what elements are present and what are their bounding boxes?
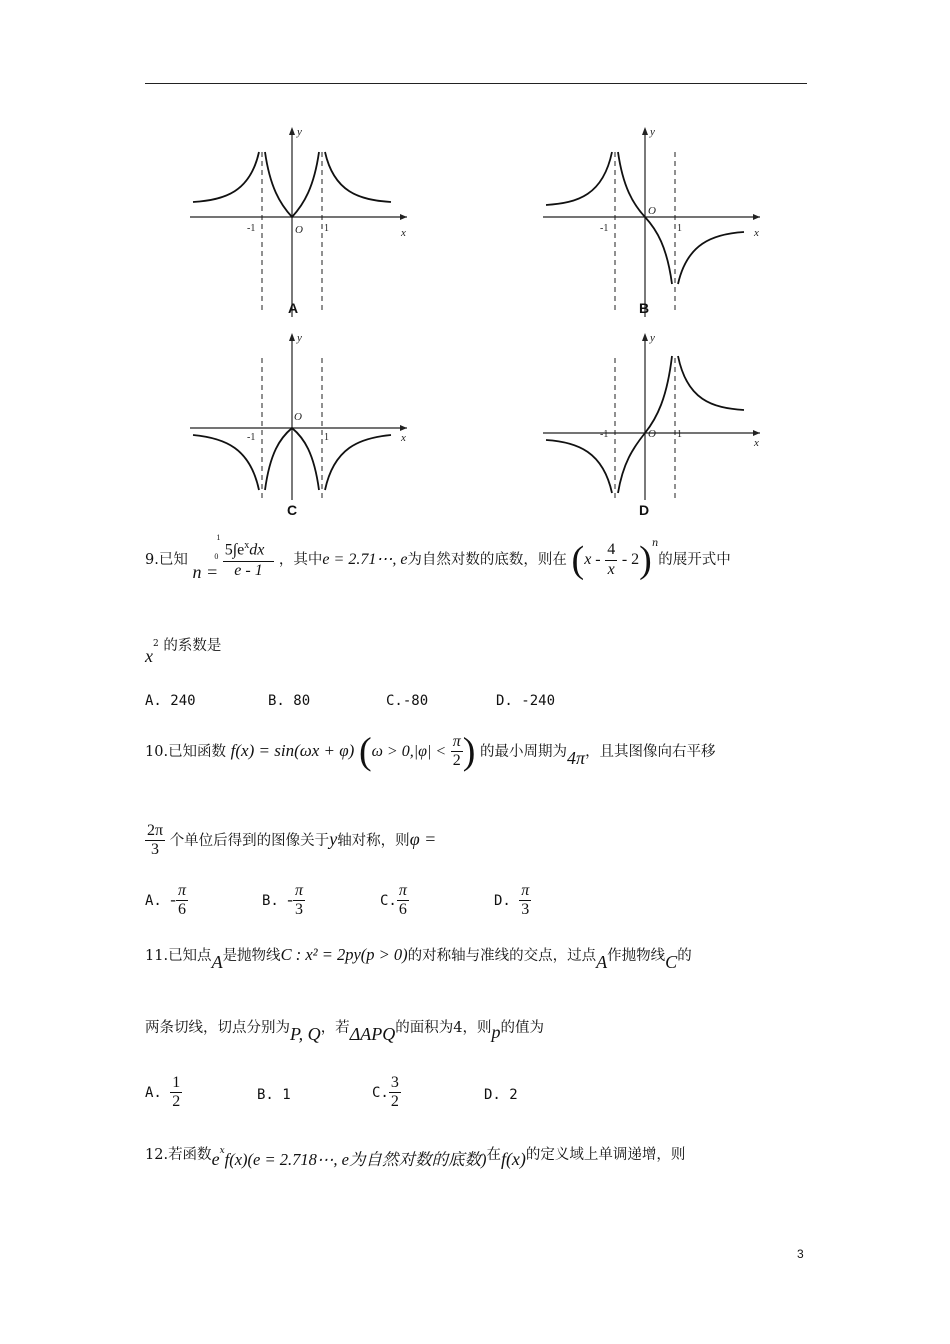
q9-integral-sup: x xyxy=(244,540,250,551)
q11-line1 xyxy=(145,944,692,972)
q10-option-c xyxy=(380,882,409,920)
q11-option-d-letter: D. xyxy=(484,1087,501,1103)
q10-cond-fraction xyxy=(451,733,463,771)
q9-integral-numerator xyxy=(214,533,275,562)
q10-option-d-fraction xyxy=(519,882,531,920)
q10-shift-den: 3 xyxy=(151,841,160,859)
q10-option-a-fraction xyxy=(176,882,188,920)
q9-integral-body: 5∫e xyxy=(224,541,245,559)
graph-b xyxy=(538,122,768,322)
q9-binom-x: x - xyxy=(584,551,601,569)
axis-y-label: y xyxy=(650,332,655,344)
q11-curve-c: C xyxy=(665,952,678,972)
q11-option-d xyxy=(484,1087,518,1103)
q10-line2-y: y xyxy=(329,828,338,849)
graph-a xyxy=(185,122,415,322)
q10-right-paren: ) xyxy=(462,730,476,773)
q10-option-a-num: π xyxy=(176,882,188,901)
q11-number: 11. xyxy=(145,948,169,964)
q11-pq: P, Q xyxy=(290,1024,321,1044)
q10-line2-phi: φ = xyxy=(409,828,437,849)
q9-line2 xyxy=(145,634,222,666)
q12-expr-sup: x xyxy=(219,1146,225,1157)
q10-cond: ω > 0,|φ| < xyxy=(371,742,447,760)
q10-option-b-fraction xyxy=(293,882,305,920)
page-number: 3 xyxy=(797,1247,804,1261)
q9-line1 xyxy=(145,533,731,583)
graph-b-caption: B xyxy=(639,300,650,316)
q11-point-a2: A xyxy=(596,952,608,972)
tick-neg-label: -1 xyxy=(600,429,609,440)
q10-line2-a: 个单位后得到的图像关于 xyxy=(169,832,330,849)
q9-lead: 已知 xyxy=(158,552,188,569)
q10-option-c-den: 6 xyxy=(398,901,407,919)
q9-line2-text: 的系数是 xyxy=(163,638,222,654)
q11-option-d-text: 2 xyxy=(509,1087,518,1103)
q10-option-b-den: 3 xyxy=(294,901,303,919)
q9-binom-fraction xyxy=(605,541,617,579)
q11-line2-c: 的面积为4，则 xyxy=(395,1020,492,1036)
tick-pos-label: 1 xyxy=(677,429,682,440)
graph-c xyxy=(185,328,415,503)
q12-lead: 若函数 xyxy=(168,1147,212,1163)
graph-c-caption: C xyxy=(287,502,298,518)
q11-option-a-fraction xyxy=(170,1074,182,1112)
q12-number: 12. xyxy=(145,1147,169,1163)
q10-mid: 的最小周期为 xyxy=(480,743,568,760)
q12-expr: e xyxy=(211,1149,220,1169)
q10-period: 4π xyxy=(567,747,586,768)
q9-right-paren: ) xyxy=(639,538,652,581)
axis-x-label: x xyxy=(754,437,759,449)
q11-line2-d: 的值为 xyxy=(500,1020,544,1036)
q10-option-d-num: π xyxy=(519,882,531,901)
q10-option-b xyxy=(262,882,305,920)
header-rule xyxy=(145,83,807,84)
q11-line2-a: 两条切线，切点分别为 xyxy=(145,1020,290,1036)
q10-option-a xyxy=(145,882,188,920)
q9-binom-tail: - 2 xyxy=(621,551,640,569)
q10-func: f(x) = sin(ωx + φ) xyxy=(230,740,355,760)
q10-option-d xyxy=(494,882,531,920)
q10-option-c-num: π xyxy=(397,882,409,901)
q12-line1 xyxy=(145,1140,686,1169)
q10-line2 xyxy=(145,822,436,860)
q11-p: p xyxy=(491,1022,501,1042)
q9-integral-fraction xyxy=(214,533,275,580)
axis-y-label: y xyxy=(650,126,655,138)
q10-option-b-sign: - xyxy=(287,889,293,909)
q9-line2-sup: 2 xyxy=(153,639,159,650)
q12-tail: 的定义域上单调递增，则 xyxy=(525,1147,686,1163)
q10-option-b-letter: B. xyxy=(262,892,279,909)
q10-cond-den: 2 xyxy=(452,752,461,770)
q10-shift-num: 2π xyxy=(145,822,165,841)
tick-pos-label: 1 xyxy=(677,223,682,234)
q9-denominator: e - 1 xyxy=(234,561,263,579)
q11-point-a: A xyxy=(211,952,223,972)
q10-option-a-sign: - xyxy=(170,889,176,909)
q11-option-c-num: 3 xyxy=(389,1074,401,1093)
origin-label: O xyxy=(294,411,302,423)
q10-option-a-letter: A. xyxy=(145,892,162,909)
q11-mid1: 是抛物线 xyxy=(222,948,281,964)
q11-option-a xyxy=(145,1074,182,1112)
origin-label: O xyxy=(648,428,656,440)
q12-mid: 在 xyxy=(486,1147,501,1163)
tick-neg-label: -1 xyxy=(247,432,256,443)
tick-pos-label: 1 xyxy=(324,432,329,443)
q10-lead: 已知函数 xyxy=(168,743,227,760)
q11-curve: C : x² = 2py(p > 0) xyxy=(280,945,408,964)
q11-option-b-text: 1 xyxy=(282,1087,291,1103)
q10-line2-b: 轴对称，则 xyxy=(337,832,410,849)
q11-mid3: 作抛物线 xyxy=(607,948,666,964)
q10-tail: ，且其图像向右平移 xyxy=(585,743,716,760)
q9-n-expr: n = xyxy=(192,562,219,583)
q10-left-paren: ( xyxy=(358,730,372,773)
q10-line1 xyxy=(145,730,716,773)
q11-lead: 已知点 xyxy=(168,948,212,964)
q10-option-d-den: 3 xyxy=(521,901,530,919)
axis-y-label: y xyxy=(297,126,302,138)
origin-label: O xyxy=(295,224,303,236)
q12-expr2: f(x)(e = 2.718⋯, e为自然对数的底数) xyxy=(224,1150,487,1169)
q10-option-a-den: 6 xyxy=(177,901,186,919)
q10-option-c-fraction xyxy=(397,882,409,920)
q12-fx: f(x) xyxy=(500,1149,526,1169)
q9-left-paren: ( xyxy=(571,538,585,581)
q11-option-c-den: 2 xyxy=(390,1093,399,1111)
q10-shift-fraction xyxy=(145,822,165,860)
q11-option-c xyxy=(372,1074,401,1112)
tick-neg-label: -1 xyxy=(600,223,609,234)
q9-integral-dx: dx xyxy=(249,541,265,559)
q11-option-c-fraction xyxy=(389,1074,401,1112)
q9-option-b: B. 80 xyxy=(268,693,311,709)
q11-option-b xyxy=(257,1087,291,1103)
q9-line2-var: x xyxy=(145,646,153,666)
q9-binom-num: 4 xyxy=(605,541,617,560)
q9-tail: 的展开式中 xyxy=(658,552,731,569)
q9-integral-lower: 0 xyxy=(214,551,219,561)
q11-triangle: ΔAPQ xyxy=(349,1024,396,1044)
q11-option-a-num: 1 xyxy=(170,1074,182,1093)
graph-a-caption: A xyxy=(288,300,299,316)
q10-option-c-letter: C. xyxy=(380,892,397,909)
q9-power: n xyxy=(651,538,659,550)
q9-option-c: C.-80 xyxy=(386,693,429,709)
tick-pos-label: 1 xyxy=(324,223,329,234)
origin-label: O xyxy=(648,205,656,217)
q9-option-a: A. 240 xyxy=(145,693,196,709)
graph-d xyxy=(538,328,768,503)
q9-number: 9. xyxy=(145,552,159,569)
q9-e-value: e = 2.71⋯, e xyxy=(322,551,408,569)
q10-option-d-letter: D. xyxy=(494,892,511,909)
q9-integral-upper: 1 xyxy=(216,533,221,542)
q11-tail: 的 xyxy=(677,948,692,964)
q11-line2 xyxy=(145,1016,544,1044)
q10-cond-num: π xyxy=(451,733,463,752)
q9-mid: ，其中 xyxy=(278,552,323,569)
q10-number: 10. xyxy=(145,743,169,760)
q11-line2-b: ，若 xyxy=(320,1020,350,1036)
q10-option-b-num: π xyxy=(293,882,305,901)
q11-option-b-letter: B. xyxy=(257,1087,274,1103)
q11-option-a-den: 2 xyxy=(172,1093,181,1111)
q9-option-d: D. -240 xyxy=(496,693,556,709)
q9-mid2: 为自然对数的底数，则在 xyxy=(407,552,567,569)
axis-x-label: x xyxy=(401,432,406,444)
q11-option-a-letter: A. xyxy=(145,1084,162,1101)
tick-neg-label: -1 xyxy=(247,223,256,234)
q9-binom-den: x xyxy=(607,560,615,578)
q11-mid2: 的对称轴与准线的交点，过点 xyxy=(407,948,597,964)
axis-x-label: x xyxy=(754,227,759,239)
graph-d-caption: D xyxy=(639,502,650,518)
axis-y-label: y xyxy=(297,332,302,344)
q11-option-c-letter: C. xyxy=(372,1084,389,1101)
axis-x-label: x xyxy=(401,227,406,239)
